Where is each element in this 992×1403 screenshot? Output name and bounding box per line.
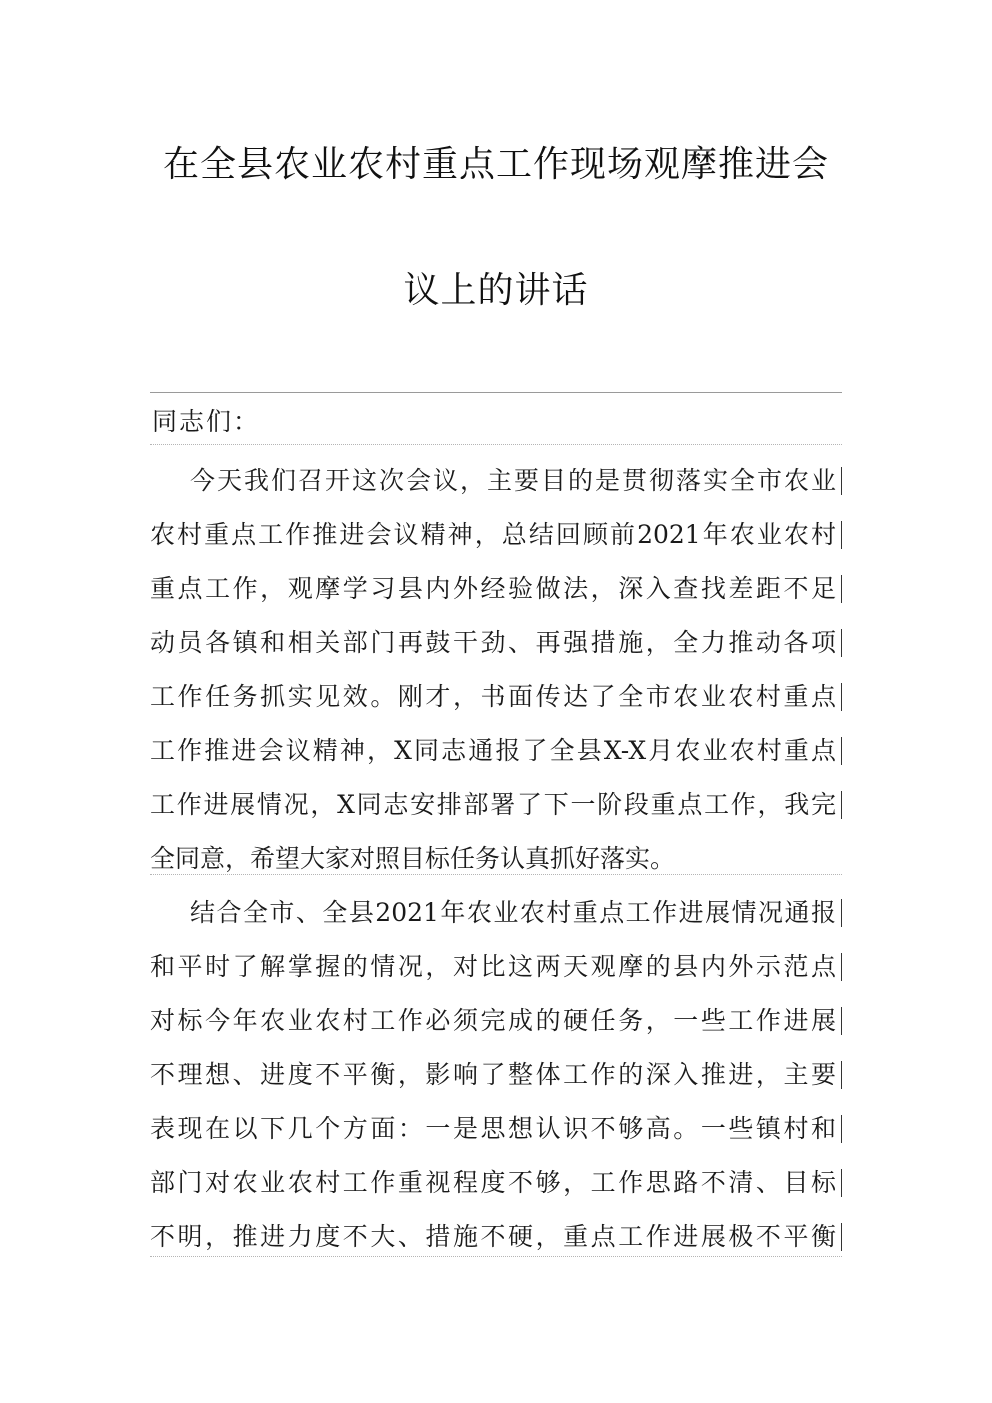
salutation: 同志们： — [152, 407, 261, 436]
paragraph-line: 部门对农业农村工作重视程度不够，工作思路不清、目标 — [150, 1156, 842, 1210]
paragraph-line: 不理想、进度不平衡，影响了整体工作的深入推进，主要 — [150, 1048, 842, 1102]
document-title-line-2: 议上的讲话 — [403, 270, 589, 311]
divider-between-paragraphs — [150, 874, 842, 875]
paragraph-line: 结合全市、全县2021年农业农村重点工作进展情况通报 — [150, 886, 842, 940]
paragraph-line: 对标今年农业农村工作必须完成的硬任务，一些工作进展 — [150, 994, 842, 1048]
paragraph-line: 表现在以下几个方面：一是思想认识不够高。一些镇村和 — [150, 1102, 842, 1156]
document-title-line-1: 在全县农业农村重点工作现场观摩推进会 — [162, 144, 829, 185]
paragraph-1 — [150, 454, 842, 886]
paragraph-line: 农村重点工作推进会议精神，总结回顾前2021年农业农村 — [150, 508, 842, 562]
paragraph-2 — [150, 886, 842, 1264]
paragraph-line: 工作任务抓实见效。刚才，书面传达了全市农业农村重点 — [150, 670, 842, 724]
paragraph-line: 动员各镇和相关部门再鼓干劲、再强措施，全力推动各项 — [150, 616, 842, 670]
paragraph-line: 工作推进会议精神，X同志通报了全县X-X月农业农村重点 — [150, 724, 842, 778]
paragraph-line: 全同意，希望大家对照目标任务认真抓好落实。 — [150, 844, 676, 873]
divider-top — [150, 392, 842, 393]
paragraph-line: 和平时了解掌握的情况，对比这两天观摩的县内外示范点 — [150, 940, 842, 994]
paragraph-line: 重点工作，观摩学习县内外经验做法，深入查找差距不足 — [150, 562, 842, 616]
divider-bottom — [150, 1256, 842, 1257]
paragraph-line: 工作进展情况，X同志安排部署了下一阶段重点工作，我完 — [150, 778, 842, 832]
divider-after-salutation — [150, 444, 842, 445]
paragraph-line: 不明，推进力度不大、措施不硬，重点工作进展极不平衡 — [150, 1210, 842, 1264]
paragraph-line: 今天我们召开这次会议，主要目的是贯彻落实全市农业 — [150, 454, 842, 508]
